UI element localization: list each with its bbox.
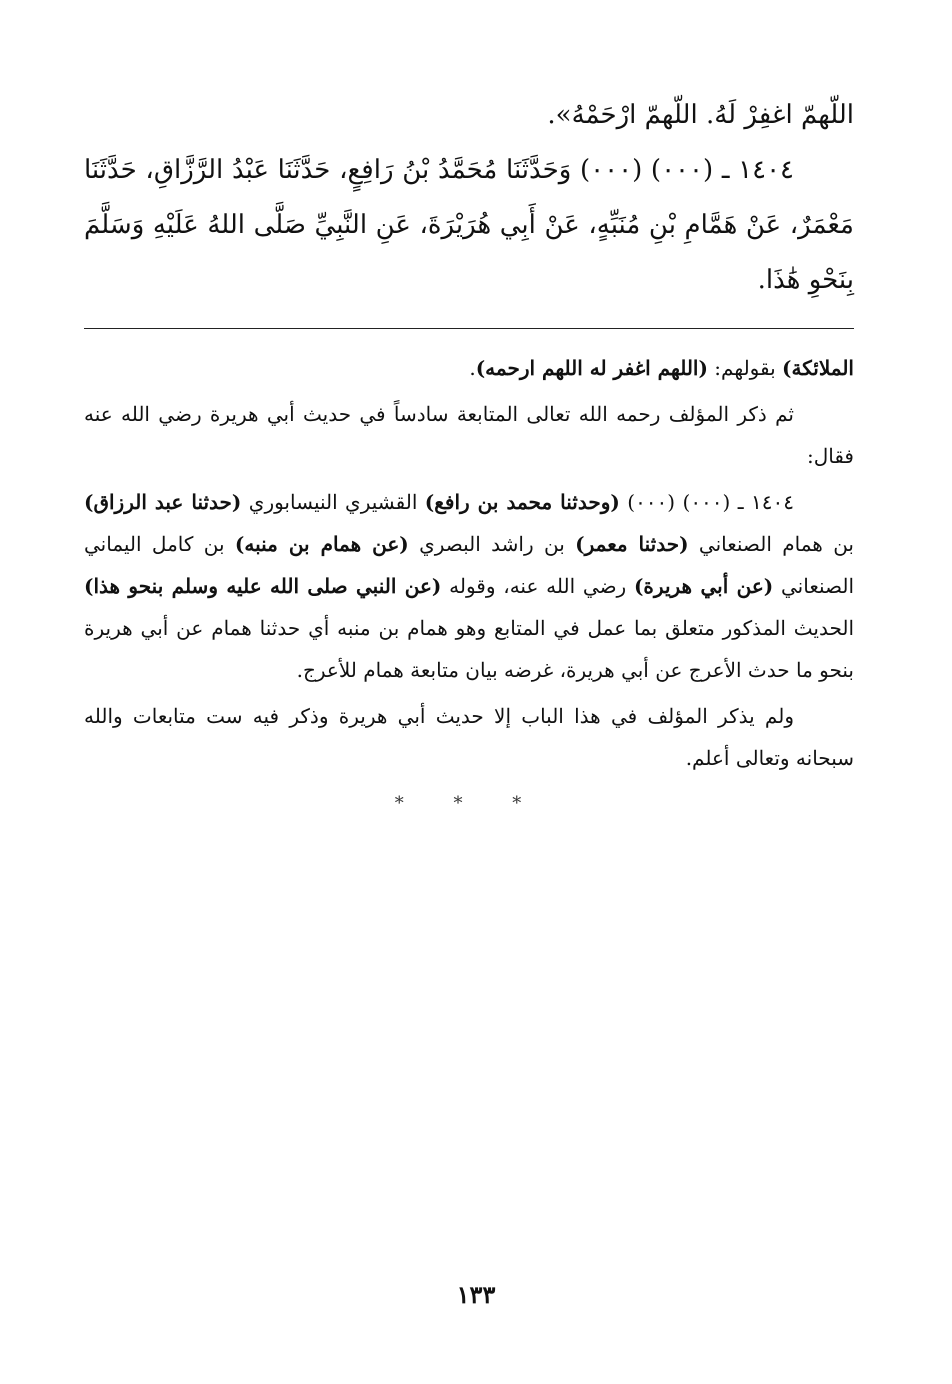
plain-text: الحديث المذكور متعلق بما عمل في المتابع وهو همام بن منبه أي حدثنا همام عن أبي هريرة بنحو ما حدث الأعرج عن أبي هريرة، غرضه بيان متابعة همام للأعرج. <box>84 616 854 682</box>
plain-text: بن راشد البصري <box>408 532 576 556</box>
section-separator-stars: * * * <box>394 793 544 814</box>
bold-phrase: (عن أبي هريرة) <box>633 574 774 598</box>
commentary-paragraph-3 <box>84 481 854 691</box>
commentary-block <box>84 347 854 779</box>
commentary-paragraph-2: ثم ذكر المؤلف رحمه الله تعالى المتابعة سادساً في حديث أبي هريرة رضي الله عنه فقال: <box>84 402 854 468</box>
commentary-paragraph-1 <box>84 347 854 389</box>
bold-phrase: (عن النبي صلى الله عليه وسلم بنحو هذا) <box>84 574 442 598</box>
hadith-body: وَحَدَّثَنَا مُحَمَّدُ بْنُ رَافِعٍ، حَدَّثَنَا عَبْدُ الرَّزَّاقِ، حَدَّثَنَا مَعْمَرٌ، عَنْ هَمَّامِ بْنِ مُنَبِّهٍ، عَنْ أَبِي هُرَيْرَةَ، عَنِ النَّبِيِّ صَلَّى اللهُ عَلَيْهِ وَسَلَّمَ بِنَحْوِ هَٰذَا. <box>84 155 854 295</box>
commentary-paragraph-4: ولم يذكر المؤلف في هذا الباب إلا حديث أبي هريرة وذكر فيه ست متابعات والله سبحانه وتعالى أعلم. <box>84 704 854 770</box>
plain-text: بن كامل اليماني الصنعاني <box>84 532 854 598</box>
bold-phrase: الملائكة) <box>782 356 854 380</box>
hadith-text-block <box>84 88 854 308</box>
plain-text: القشيري النيسابوري <box>241 490 425 514</box>
page-content <box>84 88 854 814</box>
bold-phrase: (حدثنا معمر) <box>575 532 689 556</box>
hadith-closing-line: اللّهمّ اغفِرْ لَهُ. اللّهمّ ارْحَمْهُ». <box>547 100 854 130</box>
plain-text: بقولهم: <box>707 356 783 380</box>
hadith-paragraph <box>84 143 854 308</box>
hadith-number: ١٤٠٤ ـ (٠٠٠) (٠٠٠) <box>580 155 795 185</box>
page-number: ١٣٣ <box>456 1280 496 1309</box>
bold-phrase: (اللهم اغفر له اللهم ارحمه) <box>475 356 708 380</box>
bold-phrase: (حدثنا عبد الرزاق) <box>84 490 242 514</box>
bold-phrase: (عن همام بن منبه) <box>234 532 409 556</box>
plain-text: . <box>469 356 476 380</box>
footnote-divider <box>84 328 854 329</box>
plain-text: رضي الله عنه، وقوله <box>441 574 634 598</box>
hadith-number: ١٤٠٤ ـ (٠٠٠) (٠٠٠) <box>619 490 794 514</box>
bold-phrase: (وحدثنا محمد بن رافع) <box>424 490 620 514</box>
plain-text: بن همام الصنعاني <box>688 532 854 556</box>
